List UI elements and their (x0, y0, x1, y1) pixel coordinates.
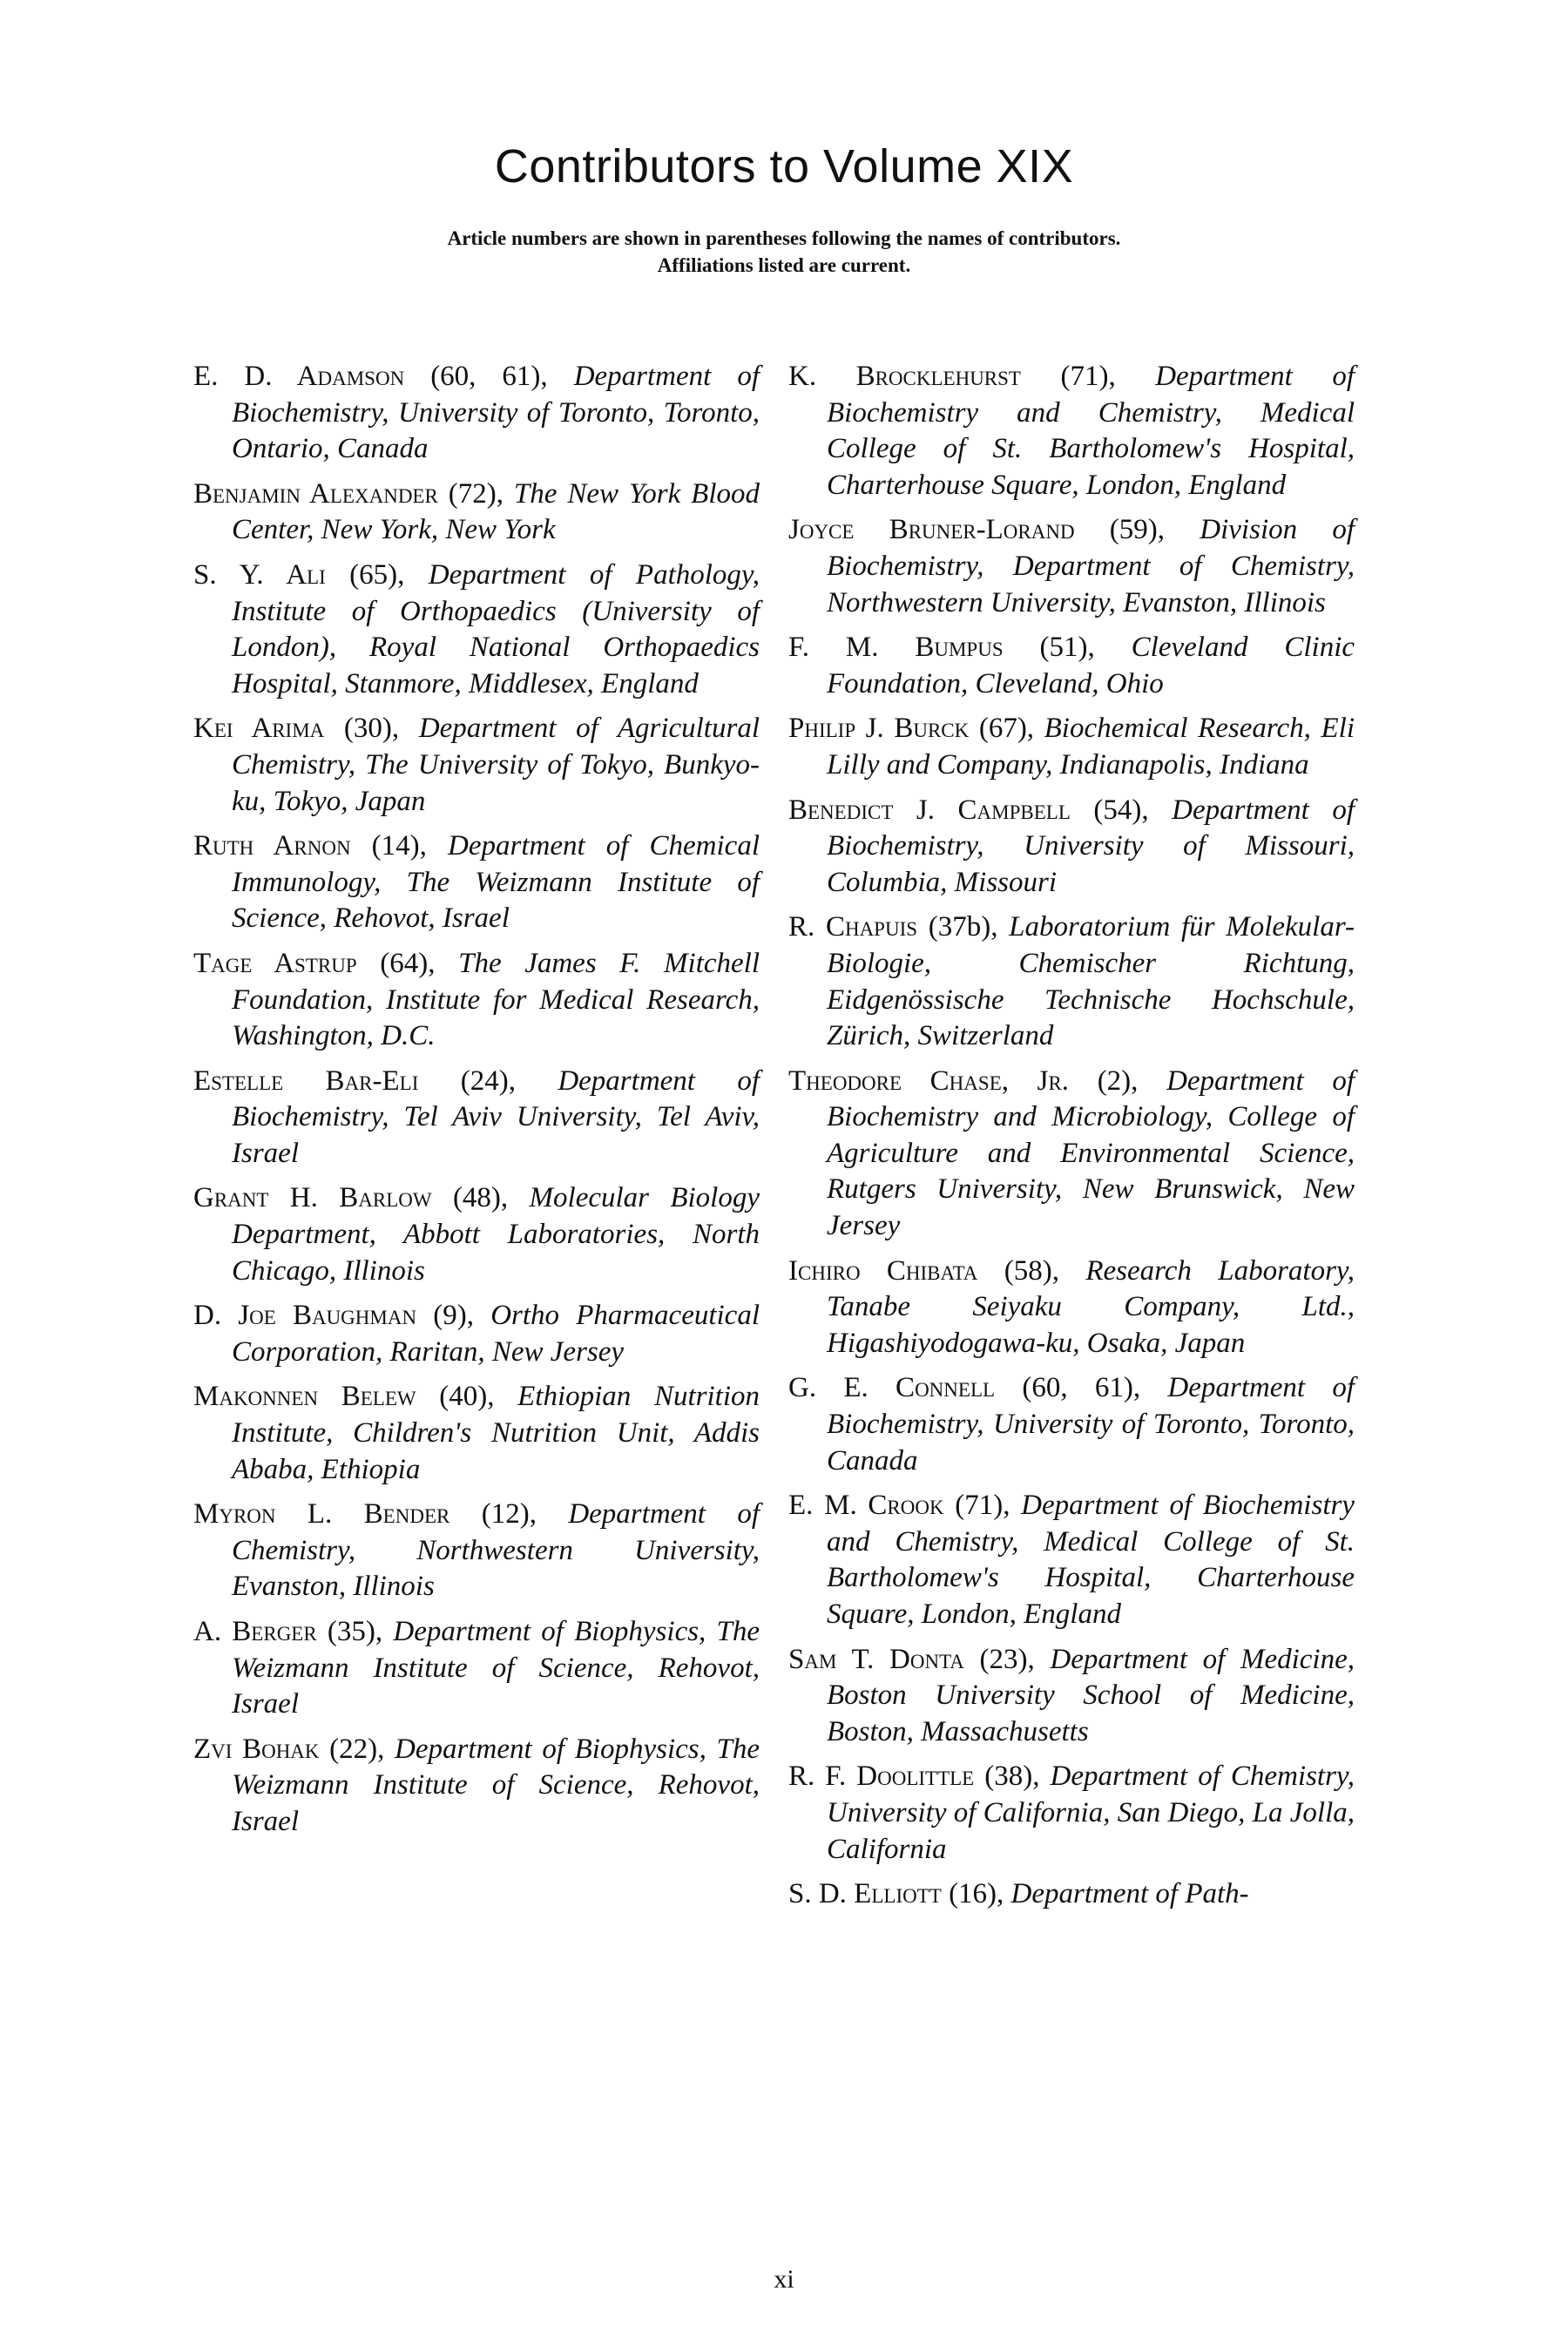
affiliation: Biochemical Research, Eli Lilly and Company, Indianapolis, Indiana (827, 713, 1355, 781)
affiliation: Department of Path- (1010, 1878, 1249, 1910)
article-numbers: (58), (977, 1254, 1086, 1287)
contributor-entry (193, 1298, 760, 1370)
left-column (193, 359, 760, 1849)
article-numbers: (2), (1069, 1064, 1167, 1097)
contributor-entry (193, 711, 760, 820)
contributor-entry (788, 512, 1355, 621)
affiliation: Research Laboratory, Tanabe Seiyaku Company, Ltd., Higashiyodogawa-ku, Osaka, Japan (827, 1254, 1355, 1359)
contributor-entry (193, 1732, 760, 1841)
affiliation: Cleveland Clinic Foundation, Cleveland, Ohio (827, 632, 1355, 700)
contributor-name: E. D. Adamson (193, 361, 405, 392)
contributor-entry (788, 1064, 1355, 1245)
affiliation: Department of Agricultural Chemistry, The University of Tokyo, Bunkyo-ku, Tokyo, Japan (232, 713, 760, 817)
article-numbers: (38), (974, 1761, 1051, 1793)
contributor-name: Philip J. Burck (788, 713, 970, 745)
contributor-entry (193, 1064, 760, 1173)
affiliation: Department of Biochemistry and Chemistry, Medical College of St. Bartholomew's Hospital, Charterhouse Square, London, England (827, 361, 1355, 501)
article-numbers: (71), (1020, 361, 1156, 392)
contributor-entry (788, 630, 1355, 702)
contributor-name: E. M. Crook (788, 1490, 944, 1522)
contributor-name: Makonnen Belew (193, 1381, 416, 1413)
affiliation: Department of Biochemistry, University of Toronto, Toronto, Canada (827, 1372, 1355, 1477)
contributor-entry (788, 711, 1355, 783)
contributor-name: Benjamin Alexander (193, 477, 438, 510)
contributor-entry (193, 359, 760, 468)
contributor-name: Joyce Bruner-Lorand (788, 514, 1075, 546)
article-numbers: (48), (431, 1182, 530, 1214)
article-numbers: (24), (418, 1064, 558, 1097)
contributor-entry (788, 1370, 1355, 1479)
affiliation: Department of Chemistry, Northwestern University, Evanston, Illinois (232, 1498, 760, 1603)
contributor-name: F. M. Bumpus (788, 632, 1004, 664)
affiliation: Department of Biochemistry, University of Missouri, Columbia, Missouri (827, 794, 1355, 898)
article-numbers: (51), (1003, 632, 1132, 664)
affiliation: Molecular Biology Department, Abbott Laboratories, North Chicago, Illinois (232, 1182, 760, 1287)
article-numbers: (64), (356, 947, 459, 979)
contributor-entry (788, 1876, 1355, 1913)
affiliation: Department of Medicine, Boston University School of Medicine, Boston, Massachusetts (827, 1643, 1355, 1747)
contributor-entry (788, 359, 1355, 504)
page-title: Contributors to Volume XIX (494, 140, 1074, 193)
contributor-entry (193, 1180, 760, 1289)
article-numbers: (14), (350, 830, 449, 862)
article-numbers: (54), (1070, 794, 1173, 826)
article-numbers: (9), (416, 1300, 491, 1332)
contributor-name: Zvi Bohak (193, 1733, 320, 1765)
article-numbers: (37b), (917, 911, 1010, 943)
contributor-name: Estelle Bar-Eli (193, 1064, 419, 1097)
contributor-name: Benedict J. Campbell (788, 794, 1071, 826)
contributor-name: K. Brocklehurst (788, 361, 1021, 392)
affiliation: Department of Biophysics, The Weizmann Institute of Science, Rehovot, Israel (232, 1616, 760, 1720)
page-number: xi (774, 2265, 794, 2294)
contributor-entry (788, 909, 1355, 1054)
article-numbers: (12), (449, 1498, 569, 1531)
contributor-name: Grant H. Barlow (193, 1182, 432, 1214)
contributor-entry (193, 1614, 760, 1723)
article-numbers: (72), (437, 477, 514, 510)
article-numbers: (67), (969, 713, 1044, 745)
affiliation: Department of Biophysics, The Weizmann Institute of Science, Rehovot, Israel (232, 1733, 760, 1837)
affiliation: Department of Chemical Immunology, The Weizmann Institute of Science, Rehovot, Israel (232, 830, 760, 935)
article-numbers: (60, 61), (995, 1372, 1168, 1404)
affiliation: Department of Chemistry, University of California, San Diego, La Jolla, California (827, 1761, 1355, 1865)
contributor-name: Ichiro Chibata (788, 1254, 978, 1287)
article-numbers: (30), (324, 713, 419, 745)
contributor-name: S. D. Elliott (788, 1878, 942, 1910)
affiliation: Ortho Pharmaceutical Corporation, Raritan, New Jersey (232, 1300, 760, 1368)
contributor-entry (788, 793, 1355, 902)
article-numbers: (16), (941, 1878, 1011, 1910)
contributor-name: R. F. Doolittle (788, 1761, 975, 1793)
subtitle-line-1: Article numbers are shown in parentheses following the names of contributors. (447, 227, 1121, 249)
contributor-entry (193, 946, 760, 1055)
right-column (788, 359, 1355, 1922)
affiliation: Ethiopian Nutrition Institute, Children's Nutrition Unit, Addis Ababa, Ethiopia (232, 1381, 760, 1485)
contributor-entry (193, 828, 760, 937)
article-numbers: (59), (1074, 514, 1200, 546)
contributor-name: Myron L. Bender (193, 1498, 450, 1531)
affiliation: Department of Pathology, Institute of Orthopaedics (University of London), Royal National Orthopaedics Hospital, Stanmore, Middlesex, England (232, 558, 760, 700)
contributor-name: G. E. Connell (788, 1372, 996, 1404)
affiliation: The James F. Mitchell Foundation, Institute for Medical Research, Washington, D.C. (232, 947, 760, 1052)
contributor-name: D. Joe Baughman (193, 1300, 417, 1332)
contributor-name: Sam T. Donta (788, 1643, 964, 1675)
article-numbers: (71), (943, 1490, 1022, 1522)
contributor-name: Tage Astrup (193, 947, 357, 979)
article-numbers: (22), (319, 1733, 395, 1765)
article-numbers: (23), (963, 1643, 1051, 1675)
contributor-name: A. Berger (193, 1616, 317, 1647)
affiliation: Department of Biochemistry, Tel Aviv University, Tel Aviv, Israel (232, 1064, 760, 1169)
affiliation: Division of Biochemistry, Department of Chemistry, Northwestern University, Evanston, Illinois (827, 514, 1355, 618)
page-subtitle (0, 225, 1568, 279)
article-numbers: (65), (325, 558, 429, 591)
affiliation: Department of Biochemistry, University of Toronto, Toronto, Ontario, Canada (232, 361, 760, 465)
affiliation: The New York Blood Center, New York, New York (232, 477, 760, 546)
contributor-name: Kei Arima (193, 713, 325, 745)
contributor-entry (788, 1642, 1355, 1751)
subtitle-line-2: Affiliations listed are current. (657, 254, 911, 276)
contributor-name: R. Chapuis (788, 911, 918, 943)
contributor-entry (193, 1379, 760, 1488)
contributor-entry (193, 558, 760, 702)
article-numbers: (35), (316, 1616, 394, 1647)
contributor-entry (788, 1488, 1355, 1632)
affiliation: Department of Biochemistry and Microbiology, College of Agriculture and Environmental Science, Rutgers University, New Brunswick, New Jersey (827, 1064, 1355, 1242)
contributor-name: Theodore Chase, Jr. (788, 1064, 1070, 1097)
contributor-entry (788, 1759, 1355, 1868)
contributor-entry (193, 1497, 760, 1605)
contributor-name: Ruth Arnon (193, 830, 351, 862)
contributor-entry (788, 1254, 1355, 1362)
contributor-name: S. Y. Ali (193, 558, 326, 591)
article-numbers: (60, 61), (404, 361, 574, 392)
article-numbers: (40), (416, 1381, 518, 1413)
affiliation: Laboratorium für Molekular-Biologie, Chemischer Richtung, Eidgenössische Technische Hochschule, Zürich, Switzerland (827, 911, 1355, 1052)
affiliation: Department of Biochemistry and Chemistry, Medical College of St. Bartholomew's Hospital, Charterhouse Square, London, England (827, 1490, 1355, 1630)
contributor-entry (193, 476, 760, 549)
